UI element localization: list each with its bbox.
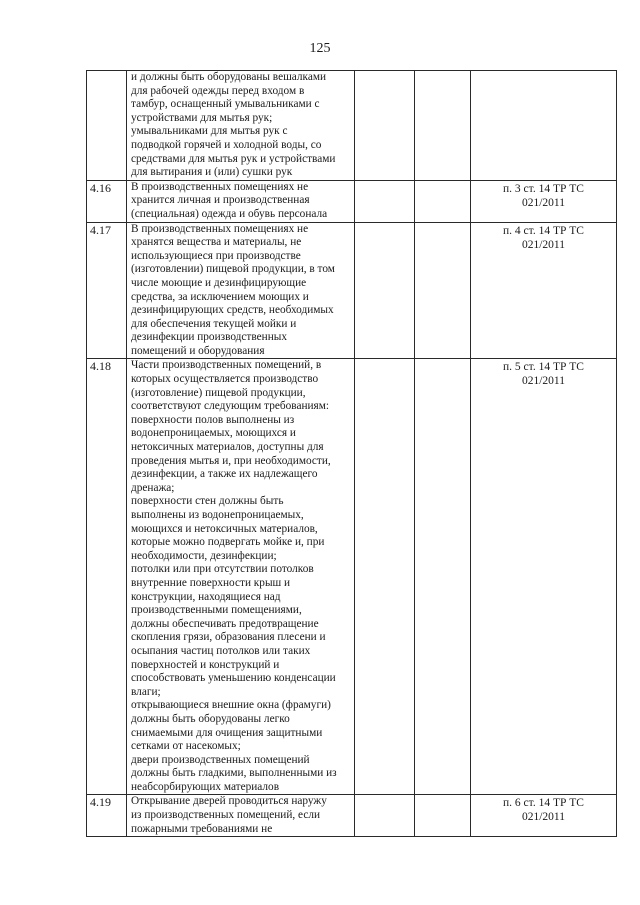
requirement-line: (изготовлении) пищевой продукции, в том (131, 263, 335, 276)
requirement-line: необходимости, дезинфекции; (131, 549, 277, 562)
requirement-text (127, 359, 355, 795)
requirement-line: умывальниками для мытья рук с (131, 125, 288, 138)
requirement-line: сетками от насекомых; (131, 740, 241, 753)
requirement-line: для вытирания и (или) сушки рук (131, 166, 293, 179)
reference-line: 021/2011 (521, 375, 566, 388)
requirement-line: потолки или при отсутствии потолков (131, 563, 314, 576)
table-row (87, 222, 617, 359)
answer-yes-cell (355, 180, 415, 222)
answer-no-cell (415, 222, 471, 359)
requirement-line: открывающиеся внешние окна (фрамуги) (131, 699, 331, 712)
requirement-line: скопления грязи, образования плесени и (131, 631, 326, 644)
requirement-line: использующиеся при производстве (131, 249, 301, 262)
answer-yes-cell (355, 795, 415, 837)
answer-yes-cell (355, 222, 415, 359)
reference-line: 021/2011 (521, 811, 566, 824)
table-row (87, 359, 617, 795)
page-number: 125 (309, 41, 331, 56)
requirement-line: средства, за исключением моющих и (131, 290, 309, 303)
row-number: 4.18 (87, 359, 127, 795)
requirement-line: поверхностей и конструкций и (131, 658, 280, 671)
requirement-line: которые можно подвергать мойке и, при (131, 536, 325, 549)
requirement-line: поверхности стен должны быть (131, 495, 284, 508)
requirement-line: конструкции, находящиеся над (131, 590, 281, 603)
requirement-line: должны быть оборудованы легко (131, 712, 290, 725)
requirement-line: внутренние поверхности крыш и (131, 576, 291, 589)
requirement-line: (изготовление) пищевой продукции, (131, 386, 306, 399)
reference-line: п. 6 ст. 14 ТР ТС (503, 797, 584, 810)
requirement-line: дезинфекции производственных (131, 331, 287, 344)
requirement-line: моющихся и нетоксичных материалов, (131, 522, 318, 535)
requirement-line: Открывание дверей проводиться наружу (131, 795, 327, 808)
requirement-text (127, 71, 355, 181)
requirement-line: (специальная) одежда и обувь персонала (131, 207, 328, 220)
row-number: 4.19 (87, 795, 127, 837)
requirement-line: и должны быть оборудованы вешалками (131, 71, 327, 83)
requirement-line: поверхности полов выполнены из (131, 413, 295, 426)
requirement-line: пожарными требованиями не (131, 822, 273, 835)
requirement-line: дезинфицирующих средств, необходимых (131, 304, 334, 317)
answer-no-cell (415, 359, 471, 795)
requirement-line: снимаемыми для очищения защитными (131, 726, 323, 739)
requirement-line: влаги; (131, 685, 161, 698)
requirement-line: проведения мытья и, при необходимости, (131, 454, 331, 467)
requirement-line: тамбур, оснащенный умывальниками с (131, 98, 320, 111)
requirement-line: дезинфекции, а также их надлежащего (131, 468, 318, 481)
table-row (87, 795, 617, 837)
requirement-line: В производственных помещениях не (131, 222, 309, 235)
requirement-line: соответствуют следующим требованиям: (131, 400, 330, 413)
table-row (87, 180, 617, 222)
requirement-line: выполнены из водонепроницаемых, (131, 509, 304, 521)
requirement-line: нетоксичных материалов, доступны для (131, 441, 324, 454)
requirement-line: для обеспечения текущей мойки и (131, 317, 297, 330)
requirement-text (127, 795, 355, 837)
legal-reference (471, 222, 617, 359)
requirement-line: дренажа; (131, 481, 175, 494)
requirement-line: помещений и оборудования (131, 344, 265, 357)
answer-no-cell (415, 71, 471, 181)
requirement-text (127, 222, 355, 359)
requirement-line: должны быть гладкими, выполненными из (131, 767, 337, 780)
requirement-line: водонепроницаемых, моющихся и (131, 427, 296, 440)
reference-line: п. 3 ст. 14 ТР ТС (503, 182, 584, 195)
legal-reference (471, 359, 617, 795)
reference-line: п. 5 ст. 14 ТР ТС (503, 361, 584, 374)
row-number: 4.16 (87, 180, 127, 222)
row-number: 4.17 (87, 222, 127, 359)
requirement-line: из производственных помещений, если (131, 809, 321, 822)
table-row (87, 71, 617, 181)
requirement-line: средствами для мытья рук и устройствами (131, 152, 336, 165)
requirement-line: двери производственных помещений (131, 753, 310, 766)
reference-line: 021/2011 (521, 238, 566, 251)
answer-yes-cell (355, 359, 415, 795)
requirement-line: должны обеспечивать предотвращение (131, 617, 319, 630)
reference-line: 021/2011 (521, 196, 566, 209)
requirement-line: которых осуществляется производство (131, 373, 319, 386)
legal-reference (471, 180, 617, 222)
answer-no-cell (415, 180, 471, 222)
requirement-line: В производственных помещениях не (131, 180, 309, 193)
table-body (87, 71, 617, 837)
requirement-text (127, 180, 355, 222)
answer-no-cell (415, 795, 471, 837)
answer-yes-cell (355, 71, 415, 181)
requirement-line: хранятся вещества и материалы, не (131, 236, 302, 249)
requirement-line: устройствами для мытья рук; (131, 111, 273, 124)
requirement-line: подводкой горячей и холодной воды, со (131, 138, 322, 151)
legal-reference (471, 795, 617, 837)
requirement-line: производственными помещениями, (131, 604, 302, 617)
requirement-line: осыпания частиц потолков или таких (131, 644, 311, 657)
requirement-line: Части производственных помещений, в (131, 359, 322, 372)
requirement-line: числе моющие и дезинфицирующие (131, 276, 307, 289)
requirement-line: для рабочей одежды перед входом в (131, 84, 305, 97)
requirements-table (86, 70, 617, 837)
reference-line: п. 4 ст. 14 ТР ТС (503, 224, 584, 237)
requirement-line: способствовать уменьшению конденсации (131, 672, 336, 685)
legal-reference (471, 71, 617, 181)
requirement-line: неабсорбирующих материалов (131, 780, 280, 793)
row-number (87, 71, 127, 181)
requirement-line: хранится личная и производственная (131, 194, 310, 207)
